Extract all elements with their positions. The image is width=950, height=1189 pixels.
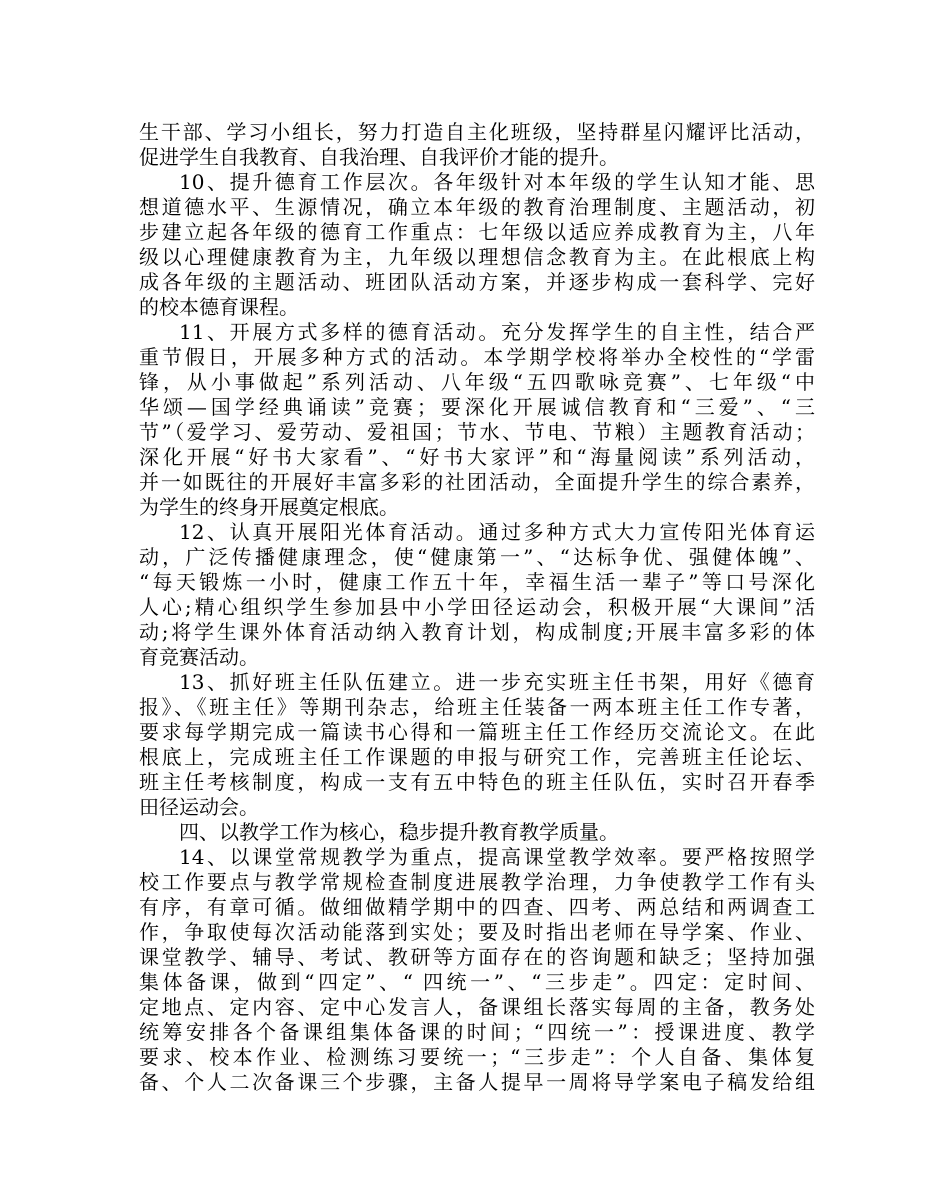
text-line: 14、以课堂常规教学为重点，提高课堂教学效率。要严格按照学 — [179, 845, 815, 869]
text-line: 班主任考核制度，构成一支有五中特色的班主任队伍，实时召开春季 — [139, 770, 815, 794]
text-line: 作，争取使每次活动能落到实处；要及时指出老师在导学案、作业、 — [139, 920, 815, 944]
text-line: 促进学生自我教育、自我治理、自我评价才能的提升。 — [139, 145, 619, 169]
text-line: 想道德水平、生源情况，确立本年级的教育治理制度、主题活动，初 — [139, 195, 815, 219]
text-line: 田径运动会。 — [139, 795, 259, 819]
text-line: 锋，从小事做起”系列活动、八年级“五四歌咏竞赛”、七年级“中 — [139, 370, 815, 394]
text-line: 深化开展“好书大家看”、“好书大家评”和“海量阅读”系列活动， — [139, 445, 815, 469]
text-line: 根底上，完成班主任工作课题的申报与研究工作，完善班主任论坛、 — [139, 745, 815, 769]
text-line: 集体备课，做到“四定”、“ 四统一”、“三步走”。四定：定时间、 — [139, 970, 815, 994]
text-line: 定地点、定内容、定中心发言人，备课组长落实每周的主备，教务处 — [139, 995, 815, 1019]
text-line: 重节假日，开展多种方式的活动。本学期学校将举办全校性的“学雷 — [139, 345, 815, 369]
text-line: 有序，有章可循。做细做精学期中的四查、四考、两总结和两调查工 — [139, 895, 815, 919]
text-line: 四、以教学工作为核心，稳步提升教育教学质量。 — [179, 820, 619, 844]
text-line: 要求、校本作业、检测练习要统一；“三步走”：个人自备、集体复 — [139, 1045, 815, 1069]
text-line: 生干部、学习小组长，努力打造自主化班级，坚持群星闪耀评比活动， — [139, 120, 815, 144]
text-line: 13、抓好班主任队伍建立。进一步充实班主任书架，用好《德育 — [179, 670, 815, 694]
text-line: 的校本德育课程。 — [139, 295, 299, 319]
text-line: 11、开展方式多样的德育活动。充分发挥学生的自主性，结合严 — [179, 320, 815, 344]
text-line: 成各年级的主题活动、班团队活动方案，并逐步构成一套科学、完好 — [139, 270, 815, 294]
text-line: 报》、《班主任》等期刊杂志，给班主任装备一两本班主任工作专著， — [139, 695, 815, 719]
text-line: 统筹安排各个备课组集体备课的时间；“四统一”：授课进度、教学 — [139, 1020, 815, 1044]
text-line: 为学生的终身开展奠定根底。 — [139, 495, 399, 519]
text-line: 动，广泛传播健康理念，使“健康第一”、“达标争优、强健体魄”、 — [139, 545, 815, 569]
text-line: 级以心理健康教育为主，九年级以理想信念教育为主。在此根底上构 — [139, 245, 815, 269]
text-line: 华颂—国学经典诵读”竞赛；要深化开展诚信教育和“三爱”、“三 — [139, 395, 815, 419]
document-body — [139, 120, 815, 1095]
text-line: 备、个人二次备课三个步骤，主备人提早一周将导学案电子稿发给组 — [139, 1070, 815, 1094]
text-line: 12、认真开展阳光体育活动。通过多种方式大力宣传阳光体育运 — [179, 520, 815, 544]
text-line: 10、提升德育工作层次。各年级针对本年级的学生认知才能、思 — [179, 170, 815, 194]
text-line: 节”（爱学习、爱劳动、爱祖国；节水、节电、节粮）主题教育活动； — [139, 420, 815, 444]
text-line: 步建立起各年级的德育工作重点：七年级以适应养成教育为主，八年 — [139, 220, 815, 244]
text-line: “每天锻炼一小时，健康工作五十年，幸福生活一辈子”等口号深化 — [139, 570, 815, 594]
text-line: 要求每学期完成一篇读书心得和一篇班主任工作经历交流论文。在此 — [139, 720, 815, 744]
text-line: 人心;精心组织学生参加县中小学田径运动会，积极开展“大课间”活 — [139, 595, 815, 619]
text-line: 育竞赛活动。 — [139, 645, 259, 669]
text-line: 课堂教学、辅导、考试、教研等方面存在的咨询题和缺乏；坚持加强 — [139, 945, 815, 969]
text-line: 并一如既往的开展好丰富多彩的社团活动，全面提升学生的综合素养， — [139, 470, 815, 494]
text-line: 动;将学生课外体育活动纳入教育计划，构成制度;开展丰富多彩的体 — [139, 620, 815, 644]
text-line: 校工作要点与教学常规检查制度进展教学治理，力争使教学工作有头 — [139, 870, 815, 894]
